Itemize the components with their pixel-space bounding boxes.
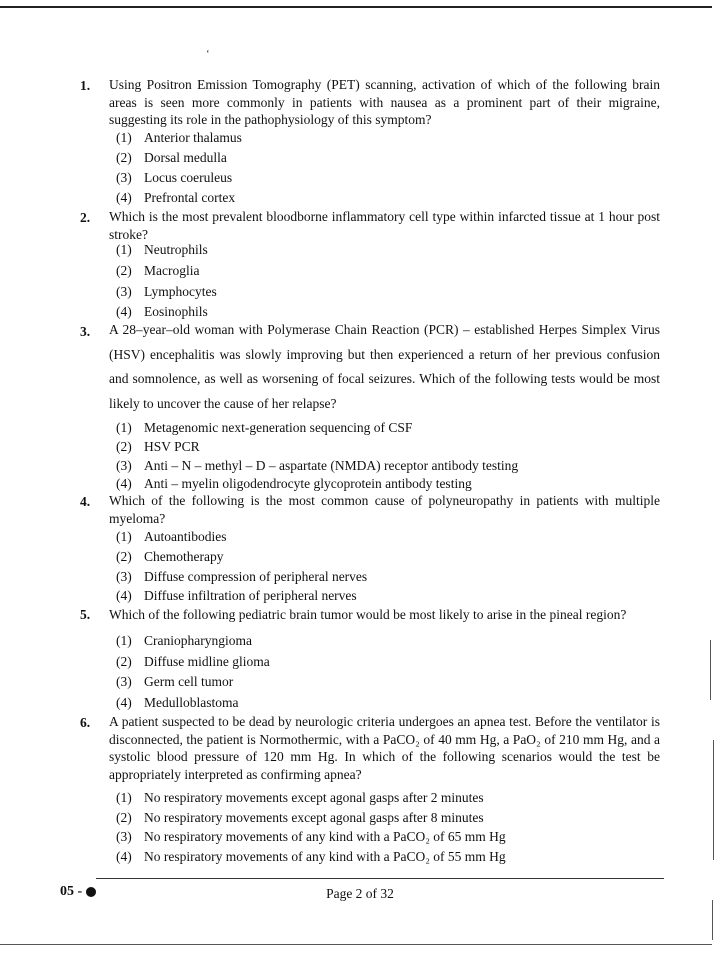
page-number: Page 2 of 32 (326, 886, 394, 901)
option: (3) Germ cell tumor (116, 674, 234, 689)
question-text: A patient suspected to be dead by neurologic criteria undergoes an apnea test. Before the ventilator is disconnected, the patient is Normothermic, with a PaCO₂ of 40 mm Hg, a PaO₂ of 210 mm Hg, and a systolic blood pressure of 120 mm Hg. In which of the following scenarios would the test be appropriately interpreted as confirming apnea? (109, 714, 660, 782)
question-number: 5. (80, 607, 91, 622)
question-number: 1. (80, 78, 91, 93)
option: (1) Metagenomic next-generation sequencing of CSF (116, 420, 413, 435)
question-number: 3. (80, 324, 91, 339)
option: (4) No respiratory movements of any kind with a PaCO₂ of 55 mm Hg (116, 849, 506, 864)
option: (1) Craniopharyngioma (116, 633, 252, 648)
option: (4) Anti – myelin oligodendrocyte glycoprotein antibody testing (116, 476, 472, 491)
pen-mark: ʻ (206, 48, 210, 60)
option: (2) Dorsal medulla (116, 150, 227, 165)
question-text: A 28–year–old woman with Polymerase Chain Reaction (PCR) – established Herpes Simplex Virus (HSV) encephalitis was slowly improving but then experienced a return of her previous confusion and somnolence, as well as worsening of focal seizures. Which of the following tests would be most likely to uncover the cause of her relapse? (109, 322, 660, 411)
option: (2) HSV PCR (116, 439, 200, 454)
option: (1) Anterior thalamus (116, 130, 242, 145)
option: (3) Anti – N – methyl – D – aspartate (NMDA) receptor antibody testing (116, 458, 519, 473)
question-text: Which is the most prevalent bloodborne inflammatory cell type within infarcted tissue at 1 hour post stroke? (109, 209, 660, 242)
question-text: Which of the following pediatric brain tumor would be most likely to arise in the pineal region? (109, 607, 627, 622)
bottom-rule (0, 944, 712, 945)
option: (2) Chemotherapy (116, 549, 224, 564)
option: (4) Eosinophils (116, 304, 208, 319)
scan-edge-line (710, 640, 711, 700)
question-text: Using Positron Emission Tomography (PET) scanning, activation of which of the following brain areas is seen more commonly in patients with nausea as a prominent part of their migraine, suggesting its role in the pathophysiology of this symptom? (109, 77, 660, 127)
option: (3) Locus coeruleus (116, 170, 233, 185)
option: (2) Diffuse midline glioma (116, 654, 270, 669)
booklet-code: 05 - (60, 884, 96, 900)
scan-edge-line (712, 900, 713, 940)
option: (3) No respiratory movements of any kind with a PaCO₂ of 65 mm Hg (116, 829, 506, 844)
option: (3) Lymphocytes (116, 284, 217, 299)
option: (4) Diffuse infiltration of peripheral nerves (116, 588, 357, 603)
top-rule (0, 6, 712, 8)
option: (1) Autoantibodies (116, 529, 227, 544)
question-number: 6. (80, 715, 91, 730)
question-number: 2. (80, 210, 91, 225)
option: (2) No respiratory movements except agonal gasps after 8 minutes (116, 810, 484, 825)
option: (4) Medulloblastoma (116, 695, 239, 710)
option: (2) Macroglia (116, 263, 200, 278)
scan-edge-line (713, 740, 714, 860)
option: (4) Prefrontal cortex (116, 190, 236, 205)
option: (3) Diffuse compression of peripheral nerves (116, 569, 368, 584)
option: (1) Neutrophils (116, 242, 208, 257)
footer-rule (96, 878, 664, 879)
option: (1) No respiratory movements except agonal gasps after 2 minutes (116, 790, 484, 805)
question-number: 4. (80, 494, 91, 509)
question-text: Which of the following is the most common cause of polyneuropathy in patients with multiple myeloma? (109, 493, 660, 526)
